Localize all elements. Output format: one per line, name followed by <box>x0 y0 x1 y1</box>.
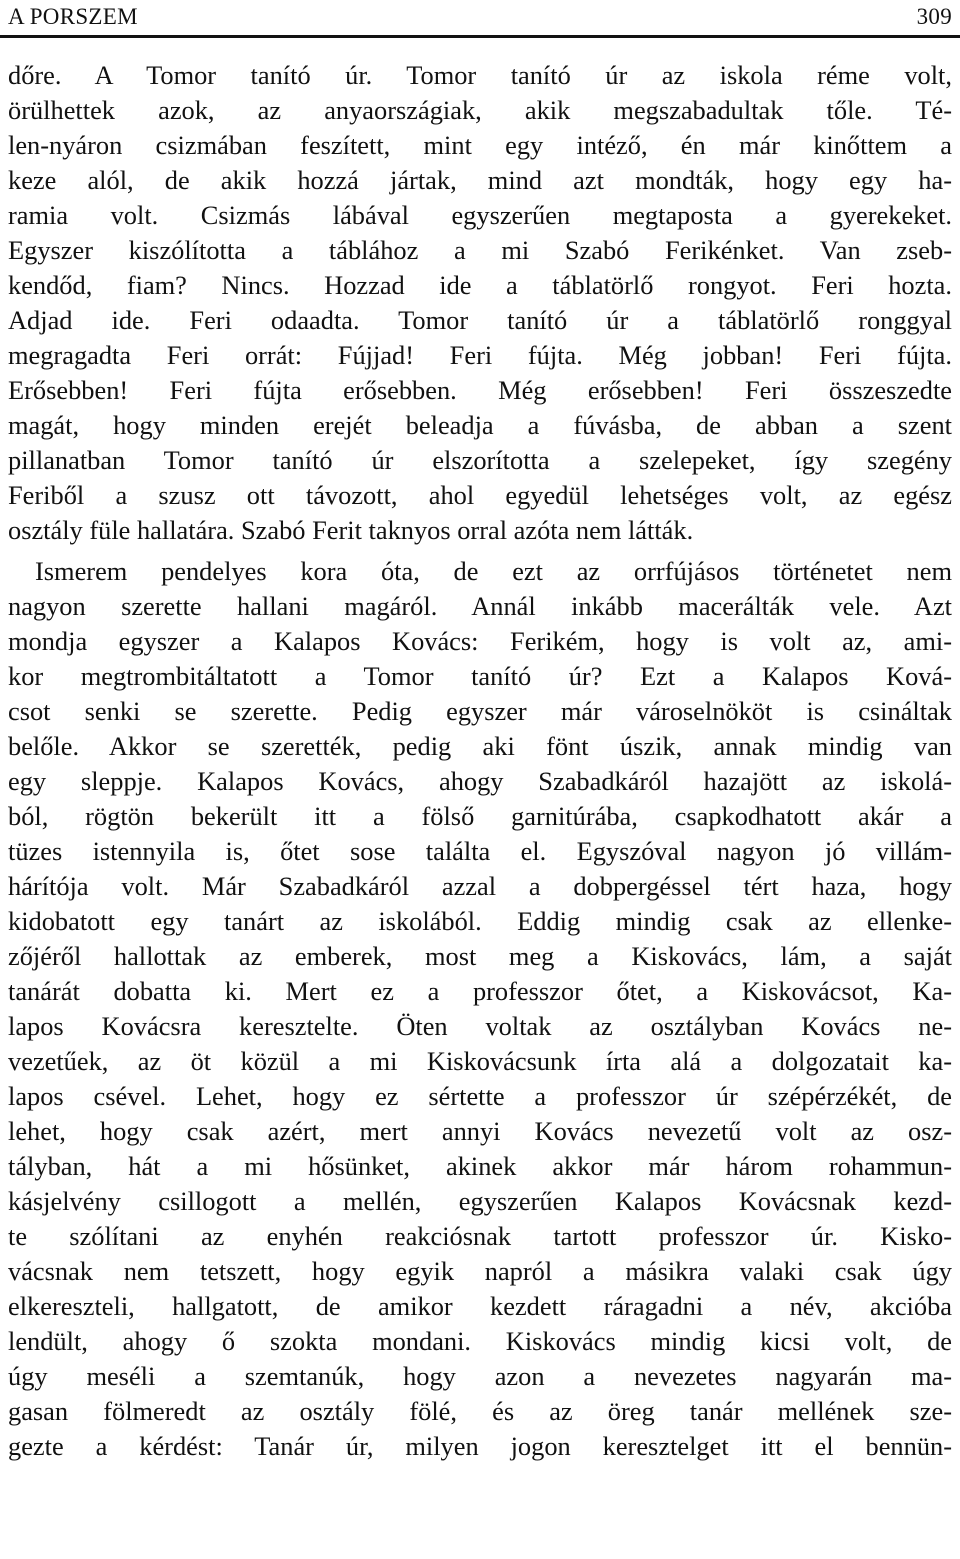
text-line: tályban, hát a mi hősünket, akinek akkor már három rohammun- <box>8 1151 952 1181</box>
text-line: gasan fölmeredt az osztály fölé, és az öreg tanár mellének sze- <box>8 1396 952 1426</box>
text-line: dőre. A Tomor tanító úr. Tomor tanító úr az iskola réme volt, <box>8 60 952 90</box>
text-line: ból, rögtön bekerült itt a fölső garnitúrába, csapkodhatott akár a <box>8 801 952 831</box>
text-line: kásjelvény csillogott a mellén, egyszerűen Kalapos Kovácsnak kezd- <box>8 1186 952 1216</box>
text-line: ramia volt. Csizmás lábával egyszerűen megtaposta a gyerekeket. <box>8 200 952 230</box>
running-head <box>8 4 952 32</box>
text-line: keze alól, de akik hozzá jártak, mind azt mondták, hogy egy ha- <box>8 165 952 195</box>
paragraph <box>8 554 952 1464</box>
text-line: lapos Kovácsra keresztelte. Öten voltak az osztályban Kovács ne- <box>8 1011 952 1041</box>
text-line: mondja egyszer a Kalapos Kovács: Ferikém, hogy is volt az, ami- <box>8 626 952 656</box>
text-line: vácsnak nem tetszett, hogy egyik napról a másikra valaki csak úgy <box>8 1256 952 1286</box>
text-line: Adjad ide. Feri odaadta. Tomor tanító úr a táblatörlő ronggyal <box>8 305 952 335</box>
text-line: pillanatban Tomor tanító úr elszorította a szelepeket, így szegény <box>8 445 952 475</box>
text-line: megragadta Feri orrát: Fújjad! Feri fújta. Még jobban! Feri fújta. <box>8 340 952 370</box>
text-line: kendőd, fiam? Nincs. Hozzad ide a táblatörlő rongyot. Feri hozta. <box>8 270 952 300</box>
body-text <box>8 58 952 1464</box>
text-line: Ismerem pendelyes kora óta, de ezt az orrfújásos történetet nem <box>35 556 952 586</box>
text-line: úgy meséli a szemtanúk, hogy azon a nevezetes nagyarán ma- <box>8 1361 952 1391</box>
text-line: Erősebben! Feri fújta erősebben. Még erősebben! Feri összeszedte <box>8 375 952 405</box>
text-line: te szólítani az enyhén reakciósnak tartott professzor úr. Kisko- <box>8 1221 952 1251</box>
text-line: kor megtrombitáltatott a Tomor tanító úr? Ezt a Kalapos Ková- <box>8 661 952 691</box>
paragraph <box>8 58 952 548</box>
running-title: A PORSZEM <box>8 4 138 29</box>
page-number: 309 <box>916 4 952 29</box>
text-line: lendült, ahogy ő szokta mondani. Kiskovács mindig kicsi volt, de <box>8 1326 952 1356</box>
text-line: Feriből a szusz ott távozott, ahol egyedül lehetséges volt, az egész <box>8 480 952 510</box>
text-line: vezetűek, az öt közül a mi Kiskovácsunk írta alá a dolgozatait ka- <box>8 1046 952 1076</box>
text-line: tanárát dobatta ki. Mert ez a professzor őtet, a Kiskovácsot, Ka- <box>8 976 952 1006</box>
text-line: nagyon szerette hallani magáról. Annál inkább macerálták vele. Azt <box>8 591 952 621</box>
text-line: hárítója volt. Már Szabadkáról azzal a dobpergéssel tért haza, hogy <box>8 871 952 901</box>
text-line: csot senki se szerette. Pedig egyszer már városelnököt is csináltak <box>8 696 952 726</box>
text-line: tüzes istennyila is, őtet sose találta el. Egyszóval nagyon jó villám- <box>8 836 952 866</box>
text-line: magát, hogy minden erejét beleadja a fúvásba, de abban a szent <box>8 410 952 440</box>
text-line: osztály füle hallatára. Szabó Ferit taknyos orral azóta nem látták. <box>8 515 694 545</box>
text-line: gezte a kérdést: Tanár úr, milyen jogon keresztelget itt el bennün- <box>8 1431 952 1461</box>
text-line: lehet, hogy csak azért, mert annyi Kovács nevezetű volt az osz- <box>8 1116 952 1146</box>
text-line: lapos csével. Lehet, hogy ez sértette a professzor úr szépérzékét, de <box>8 1081 952 1111</box>
text-line: zőjéről hallottak az emberek, most meg a Kiskovács, lám, a saját <box>8 941 952 971</box>
text-line: egy sleppje. Kalapos Kovács, ahogy Szabadkáról hazajött az iskolá- <box>8 766 952 796</box>
header-rule <box>0 35 960 38</box>
text-line: örülhettek azok, az anyaországiak, akik megszabadultak tőle. Té- <box>8 95 952 125</box>
text-line: len-nyáron csizmában feszített, mint egy intéző, én már kinőttem a <box>8 130 952 160</box>
text-line: elkereszteli, hallgatott, de amikor kezdett ráragadni a név, akcióba <box>8 1291 952 1321</box>
text-line: belőle. Akkor se szerették, pedig aki fönt úszik, annak mindig van <box>8 731 952 761</box>
text-line: Egyszer kiszólította a táblához a mi Szabó Ferikénket. Van zseb- <box>8 235 952 265</box>
text-line: kidobatott egy tanárt az iskolából. Eddig mindig csak az ellenke- <box>8 906 952 936</box>
